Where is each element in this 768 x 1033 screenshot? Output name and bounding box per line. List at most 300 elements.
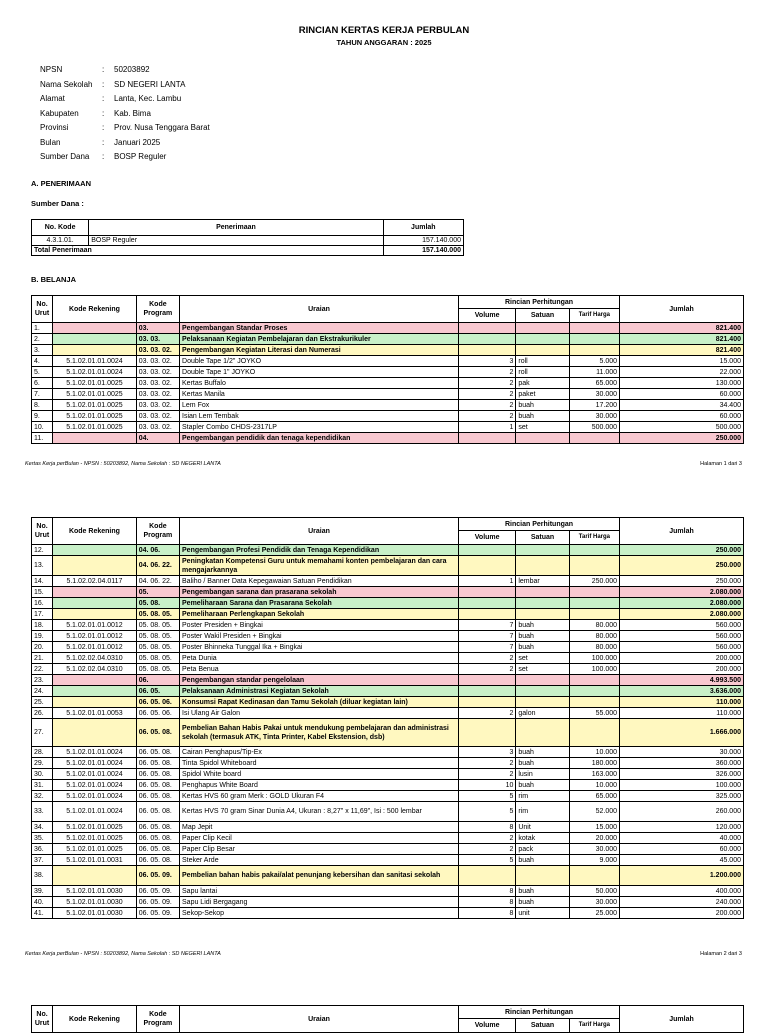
cell-kode-rekening: 5.1.02.01.01.0025: [53, 378, 137, 389]
table-row: [32, 780, 744, 791]
cell-volume: [458, 334, 515, 345]
cell-no: 41.: [32, 908, 53, 919]
table-row: [32, 323, 744, 334]
cell-jumlah: 821.400: [620, 334, 744, 345]
table-row: [32, 769, 744, 780]
cell-satuan: [516, 545, 569, 556]
cell-kode-program: 05.: [136, 587, 179, 598]
header-kode-rekening: Kode Rekening: [53, 296, 137, 323]
info-label: Alamat: [40, 94, 65, 103]
cell-no: 26.: [32, 708, 53, 719]
header-uraian: Uraian: [180, 1006, 459, 1033]
header-volume: Volume: [458, 531, 515, 545]
cell-uraian: Lem Fox: [180, 400, 459, 411]
cell-uraian: Isian Lem Tembak: [180, 411, 459, 422]
cell-kode-rekening: 5.1.02.01.01.0024: [53, 780, 137, 791]
cell-volume: 2: [458, 844, 515, 855]
cell-uraian: Pengembangan pendidik dan tenaga kependidikan: [180, 433, 459, 444]
cell-kode-rekening: 5.1.02.01.01.0024: [53, 758, 137, 769]
cell-tarif: [569, 345, 619, 356]
cell-kode-rekening: 5.1.02.01.01.0024: [53, 791, 137, 802]
cell-tarif: 25.000: [569, 908, 619, 919]
cell-no: 20.: [32, 642, 53, 653]
cell-volume: 5: [458, 855, 515, 866]
table-row: [32, 897, 744, 908]
cell-satuan: paket: [516, 389, 569, 400]
cell-kode-program: 06. 05. 08.: [136, 791, 179, 802]
cell-jumlah: 200.000: [620, 908, 744, 919]
cell-tarif: [569, 556, 619, 576]
header-satuan: Satuan: [516, 309, 569, 323]
info-label: Kabupaten: [40, 108, 79, 118]
cell-tarif: [569, 675, 619, 686]
cell-satuan: unit: [516, 908, 569, 919]
cell-no: 21.: [32, 653, 53, 664]
cell-kode-program: 04. 06. 22.: [136, 576, 179, 587]
header-jumlah: Jumlah: [620, 1006, 744, 1033]
cell-volume: 2: [458, 367, 515, 378]
info-colon: :: [102, 65, 105, 74]
cell-kode-program: 05. 08.: [136, 598, 179, 609]
table-row: [32, 708, 744, 719]
cell-kode-rekening: [53, 697, 137, 708]
table-row: [32, 758, 744, 769]
cell-jumlah: 560.000: [620, 631, 744, 642]
cell-jumlah: 3.636.000: [620, 686, 744, 697]
cell-no: 39.: [32, 886, 53, 897]
cell-uraian: Paper Clip Besar: [180, 844, 459, 855]
cell-jumlah: 821.400: [620, 323, 744, 334]
cell-uraian: Stapler Combo CHDS-2317LP: [180, 422, 459, 433]
cell-no: 11.: [32, 433, 53, 444]
info-row: [40, 121, 210, 136]
cell-jumlah: 500.000: [620, 422, 744, 433]
belanja-table-page-2: [31, 517, 744, 919]
cell-satuan: [516, 675, 569, 686]
cell-satuan: buah: [516, 411, 569, 422]
cell-jumlah: 2.080.000: [620, 587, 744, 598]
info-colon: :: [102, 108, 105, 118]
table-row: [32, 675, 744, 686]
cell-uraian: Pembelian bahan habis pakai/alat penunjang kebersihan dan sanitasi sekolah: [180, 866, 459, 886]
cell-jumlah: 250.000: [620, 433, 744, 444]
cell-no: 8.: [32, 400, 53, 411]
cell-tarif: 30.000: [569, 411, 619, 422]
cell-kode-program: 04. 06.: [136, 545, 179, 556]
cell-no: 18.: [32, 620, 53, 631]
cell-satuan: kotak: [516, 833, 569, 844]
cell-satuan: roll: [516, 367, 569, 378]
info-row: [40, 78, 210, 93]
penerimaan-table: [31, 219, 464, 256]
table-row: [32, 653, 744, 664]
cell-uraian: Peta Dunia: [180, 653, 459, 664]
cell-kode-program: 06. 05. 08.: [136, 802, 179, 822]
cell-tarif: 163.000: [569, 769, 619, 780]
cell-jumlah: 4.993.500: [620, 675, 744, 686]
footer-page-2: Kertas Kerja perBulan - NPSN : 50203892, Nama Sekolah : SD NEGERI LANTA: [25, 951, 221, 957]
cell-jumlah: 200.000: [620, 664, 744, 675]
cell-jumlah: 400.000: [620, 886, 744, 897]
cell-tarif: 20.000: [569, 833, 619, 844]
cell-volume: 2: [458, 378, 515, 389]
cell-volume: [458, 609, 515, 620]
cell-volume: 8: [458, 822, 515, 833]
cell-kode-program: 06. 05. 09.: [136, 866, 179, 886]
cell-uraian: Paper Clip Kecil: [180, 833, 459, 844]
cell-jumlah: 100.000: [620, 780, 744, 791]
cell-jumlah: 250.000: [620, 576, 744, 587]
cell-kode-rekening: [53, 433, 137, 444]
cell-kode-rekening: 5.1.02.01.01.0025: [53, 822, 137, 833]
penerimaan-jumlah: 157.140.000: [383, 236, 463, 246]
page-subtitle: TAHUN ANGGARAN : 2025: [336, 38, 432, 47]
cell-tarif: 80.000: [569, 642, 619, 653]
cell-volume: [458, 323, 515, 334]
cell-jumlah: 250.000: [620, 545, 744, 556]
cell-volume: 8: [458, 897, 515, 908]
cell-tarif: 180.000: [569, 758, 619, 769]
belanja-table-page-3: [31, 1005, 744, 1033]
cell-uraian: Pengembangan Standar Proses: [180, 323, 459, 334]
cell-uraian: Steker Arde: [180, 855, 459, 866]
table-row: [32, 598, 744, 609]
table-row: [32, 545, 744, 556]
cell-kode-rekening: [53, 686, 137, 697]
cell-kode-rekening: 5.1.02.02.04.0310: [53, 653, 137, 664]
cell-volume: [458, 866, 515, 886]
table-row: [32, 345, 744, 356]
cell-satuan: lembar: [516, 576, 569, 587]
cell-volume: [458, 719, 515, 747]
info-row: [40, 63, 210, 78]
header-kode-rekening: Kode Rekening: [53, 1006, 137, 1033]
cell-no: 36.: [32, 844, 53, 855]
cell-uraian: Baliho / Banner Data Kepegawaian Satuan Pendidikan: [180, 576, 459, 587]
cell-tarif: 500.000: [569, 422, 619, 433]
table-row: [32, 908, 744, 919]
table-row: [32, 686, 744, 697]
cell-kode-program: 03. 03. 02.: [136, 400, 179, 411]
cell-tarif: [569, 334, 619, 345]
cell-satuan: [516, 587, 569, 598]
cell-uraian: Poster Bhinneka Tunggal Ika + Bingkai: [180, 642, 459, 653]
cell-no: 10.: [32, 422, 53, 433]
cell-volume: 2: [458, 653, 515, 664]
cell-satuan: [516, 609, 569, 620]
cell-kode-program: 06. 05. 09.: [136, 897, 179, 908]
cell-uraian: Pengembangan sarana dan prasarana sekolah: [180, 587, 459, 598]
cell-satuan: [516, 866, 569, 886]
table-row: [32, 886, 744, 897]
cell-jumlah: 110.000: [620, 708, 744, 719]
cell-uraian: Sapu lantai: [180, 886, 459, 897]
cell-kode-rekening: 5.1.02.02.04.0117: [53, 576, 137, 587]
table-row: [32, 844, 744, 855]
cell-volume: 2: [458, 389, 515, 400]
table-header-row: [32, 1006, 744, 1019]
cell-kode-rekening: [53, 345, 137, 356]
table-row: [32, 609, 744, 620]
cell-jumlah: 1.200.000: [620, 866, 744, 886]
cell-uraian: Poster Wakil Presiden + Bingkai: [180, 631, 459, 642]
header-kode-program: Kode Program: [136, 518, 179, 545]
cell-jumlah: 326.000: [620, 769, 744, 780]
cell-kode-rekening: [53, 866, 137, 886]
cell-kode-rekening: 5.1.02.01.01.0025: [53, 389, 137, 400]
cell-satuan: buah: [516, 747, 569, 758]
info-label: Bulan: [40, 137, 61, 147]
cell-uraian: Pengembangan standar pengelolaan: [180, 675, 459, 686]
section-b-title: B. BELANJA: [31, 275, 77, 284]
cell-kode-rekening: 5.1.02.01.01.0030: [53, 897, 137, 908]
cell-volume: 2: [458, 833, 515, 844]
cell-jumlah: 22.000: [620, 367, 744, 378]
cell-volume: 2: [458, 400, 515, 411]
cell-satuan: [516, 323, 569, 334]
cell-tarif: 15.000: [569, 822, 619, 833]
cell-jumlah: 120.000: [620, 822, 744, 833]
cell-satuan: Unit: [516, 822, 569, 833]
cell-uraian: Sapu Lidi Bergagang: [180, 897, 459, 908]
cell-jumlah: 200.000: [620, 653, 744, 664]
cell-jumlah: 560.000: [620, 620, 744, 631]
cell-no: 13.: [32, 556, 53, 576]
header-tarif: Tarif Harga: [569, 309, 619, 323]
cell-no: 19.: [32, 631, 53, 642]
cell-tarif: [569, 686, 619, 697]
cell-kode-program: 06. 05. 06.: [136, 708, 179, 719]
cell-volume: 2: [458, 769, 515, 780]
table-row: [32, 556, 744, 576]
cell-tarif: 30.000: [569, 897, 619, 908]
info-label: NPSN: [40, 65, 63, 74]
belanja-table-page-1: [31, 295, 744, 444]
cell-volume: 2: [458, 411, 515, 422]
header-tarif: Tarif Harga: [569, 1019, 619, 1033]
cell-kode-rekening: [53, 587, 137, 598]
table-row: [32, 719, 744, 747]
cell-uraian: Cairan Penghapus/Tip-Ex: [180, 747, 459, 758]
cell-tarif: 52.000: [569, 802, 619, 822]
cell-no: 14.: [32, 576, 53, 587]
info-colon: :: [102, 94, 105, 103]
cell-uraian: Sekop-Sekop: [180, 908, 459, 919]
cell-kode-program: 05. 08. 05.: [136, 653, 179, 664]
cell-no: 40.: [32, 897, 53, 908]
cell-kode-program: 06. 05. 08.: [136, 758, 179, 769]
cell-volume: 7: [458, 631, 515, 642]
header-no-kode: No. Kode: [32, 220, 89, 236]
header-no-urut: No. Urut: [32, 296, 53, 323]
cell-kode-rekening: 5.1.02.01.01.0025: [53, 422, 137, 433]
cell-volume: [458, 587, 515, 598]
cell-volume: 1: [458, 422, 515, 433]
cell-kode-rekening: 5.1.02.01.01.0053: [53, 708, 137, 719]
cell-kode-program: 03.: [136, 323, 179, 334]
header-jumlah: Jumlah: [620, 518, 744, 545]
cell-no: 25.: [32, 697, 53, 708]
cell-tarif: 30.000: [569, 389, 619, 400]
cell-kode-rekening: 5.1.02.02.04.0310: [53, 664, 137, 675]
cell-kode-program: 03. 03. 02.: [136, 378, 179, 389]
cell-satuan: [516, 334, 569, 345]
cell-tarif: 50.000: [569, 886, 619, 897]
cell-jumlah: 325.000: [620, 791, 744, 802]
cell-satuan: buah: [516, 631, 569, 642]
table-row: [32, 855, 744, 866]
footer-page-1: Kertas Kerja perBulan - NPSN : 50203892, Nama Sekolah : SD NEGERI LANTA: [25, 461, 221, 467]
cell-kode-rekening: 5.1.02.01.01.0012: [53, 642, 137, 653]
cell-jumlah: 821.400: [620, 345, 744, 356]
cell-no: 38.: [32, 866, 53, 886]
cell-no: 3.: [32, 345, 53, 356]
cell-jumlah: 2.080.000: [620, 609, 744, 620]
cell-satuan: galon: [516, 708, 569, 719]
cell-satuan: rim: [516, 791, 569, 802]
cell-kode-rekening: 5.1.02.01.01.0024: [53, 802, 137, 822]
cell-kode-program: 06.: [136, 675, 179, 686]
table-row: [32, 631, 744, 642]
cell-no: 32.: [32, 791, 53, 802]
cell-tarif: 65.000: [569, 378, 619, 389]
cell-satuan: set: [516, 422, 569, 433]
cell-kode-program: 06. 05. 09.: [136, 886, 179, 897]
cell-uraian: Peningkatan Kompetensi Guru untuk memahami konten pembelajaran dan cara mengajarkannya: [180, 556, 459, 576]
cell-no: 15.: [32, 587, 53, 598]
info-row: [40, 150, 210, 165]
cell-satuan: roll: [516, 356, 569, 367]
cell-jumlah: 2.080.000: [620, 598, 744, 609]
cell-no: 2.: [32, 334, 53, 345]
table-row: [32, 866, 744, 886]
cell-jumlah: 560.000: [620, 642, 744, 653]
cell-tarif: 10.000: [569, 747, 619, 758]
cell-satuan: buah: [516, 400, 569, 411]
cell-volume: 5: [458, 802, 515, 822]
cell-kode-rekening: 5.1.02.01.01.0025: [53, 844, 137, 855]
cell-volume: [458, 345, 515, 356]
cell-tarif: [569, 545, 619, 556]
cell-kode-program: 05. 08. 05.: [136, 631, 179, 642]
header-satuan: Satuan: [516, 1019, 569, 1033]
cell-satuan: buah: [516, 897, 569, 908]
header-jumlah: Jumlah: [383, 220, 463, 236]
info-colon: :: [102, 152, 105, 161]
cell-no: 29.: [32, 758, 53, 769]
cell-kode-program: 03. 03. 02.: [136, 422, 179, 433]
cell-jumlah: 1.666.000: [620, 719, 744, 747]
info-value: Lanta, Kec. Lambu: [114, 94, 182, 103]
cell-uraian: Double Tape 1" JOYKO: [180, 367, 459, 378]
cell-no: 1.: [32, 323, 53, 334]
table-row: [32, 620, 744, 631]
cell-jumlah: 360.000: [620, 758, 744, 769]
table-row: [32, 822, 744, 833]
info-value: SD NEGERI LANTA: [114, 79, 186, 89]
cell-volume: [458, 545, 515, 556]
cell-kode-program: 05. 08. 05.: [136, 664, 179, 675]
cell-uraian: Poster Presiden + Bingkai: [180, 620, 459, 631]
cell-satuan: lusin: [516, 769, 569, 780]
info-label: Sumber Dana: [40, 152, 90, 161]
cell-kode-program: 03. 03.: [136, 334, 179, 345]
info-row: [40, 136, 210, 151]
cell-uraian: Kertas Manila: [180, 389, 459, 400]
cell-satuan: [516, 345, 569, 356]
cell-jumlah: 60.000: [620, 389, 744, 400]
cell-no: 35.: [32, 833, 53, 844]
cell-uraian: Pengembangan Profesi Pendidik dan Tenaga Kependidikan: [180, 545, 459, 556]
cell-no: 31.: [32, 780, 53, 791]
cell-satuan: buah: [516, 780, 569, 791]
cell-kode-program: 03. 03. 02.: [136, 367, 179, 378]
cell-satuan: [516, 598, 569, 609]
cell-no: 5.: [32, 367, 53, 378]
cell-uraian: Pembelian Bahan Habis Pakai untuk mendukung pembelajaran dan administrasi sekolah (termasuk ATK, Tinta Printer, Kabel Ekstension, dsb): [180, 719, 459, 747]
table-row: [32, 664, 744, 675]
cell-tarif: [569, 719, 619, 747]
info-row: [40, 92, 210, 107]
cell-uraian: Pemeliharaan Sarana dan Prasarana Sekolah: [180, 598, 459, 609]
cell-kode-program: 06. 05. 09.: [136, 908, 179, 919]
header-kode-program: Kode Program: [136, 296, 179, 323]
header-kode-program: Kode Program: [136, 1006, 179, 1033]
cell-volume: 2: [458, 758, 515, 769]
header-no-urut: No. Urut: [32, 1006, 53, 1033]
cell-uraian: Isi Ulang Air Galon: [180, 708, 459, 719]
cell-tarif: [569, 587, 619, 598]
info-value: 50203892: [114, 65, 150, 74]
cell-volume: 7: [458, 642, 515, 653]
table-row: [32, 400, 744, 411]
info-row: [40, 107, 210, 122]
cell-tarif: 30.000: [569, 844, 619, 855]
cell-jumlah: 40.000: [620, 833, 744, 844]
cell-kode-rekening: [53, 609, 137, 620]
cell-volume: [458, 686, 515, 697]
cell-kode-rekening: 5.1.02.01.01.0024: [53, 367, 137, 378]
cell-jumlah: 45.000: [620, 855, 744, 866]
cell-kode-rekening: 5.1.02.01.01.0025: [53, 400, 137, 411]
cell-kode-rekening: [53, 545, 137, 556]
cell-kode-program: 06. 05. 08.: [136, 844, 179, 855]
cell-satuan: buah: [516, 855, 569, 866]
cell-tarif: 80.000: [569, 620, 619, 631]
cell-no: 37.: [32, 855, 53, 866]
table-row: [32, 356, 744, 367]
header-no-urut: No. Urut: [32, 518, 53, 545]
cell-uraian: Pengembangan Kegiatan Literasi dan Numerasi: [180, 345, 459, 356]
cell-no: 27.: [32, 719, 53, 747]
cell-uraian: Tinta Spidol Whiteboard: [180, 758, 459, 769]
cell-tarif: 5.000: [569, 356, 619, 367]
info-colon: :: [102, 137, 105, 147]
cell-kode-program: 06. 05. 08.: [136, 769, 179, 780]
cell-no: 6.: [32, 378, 53, 389]
cell-kode-program: 06. 05. 08.: [136, 822, 179, 833]
cell-tarif: [569, 697, 619, 708]
header-rincian: Rincian Perhitungan: [458, 1006, 619, 1019]
table-row: [32, 367, 744, 378]
cell-satuan: [516, 556, 569, 576]
cell-satuan: [516, 719, 569, 747]
table-row: [32, 697, 744, 708]
cell-jumlah: 60.000: [620, 844, 744, 855]
cell-kode-rekening: [53, 719, 137, 747]
info-value: BOSP Reguler: [114, 152, 167, 161]
cell-kode-program: 06. 05.: [136, 686, 179, 697]
